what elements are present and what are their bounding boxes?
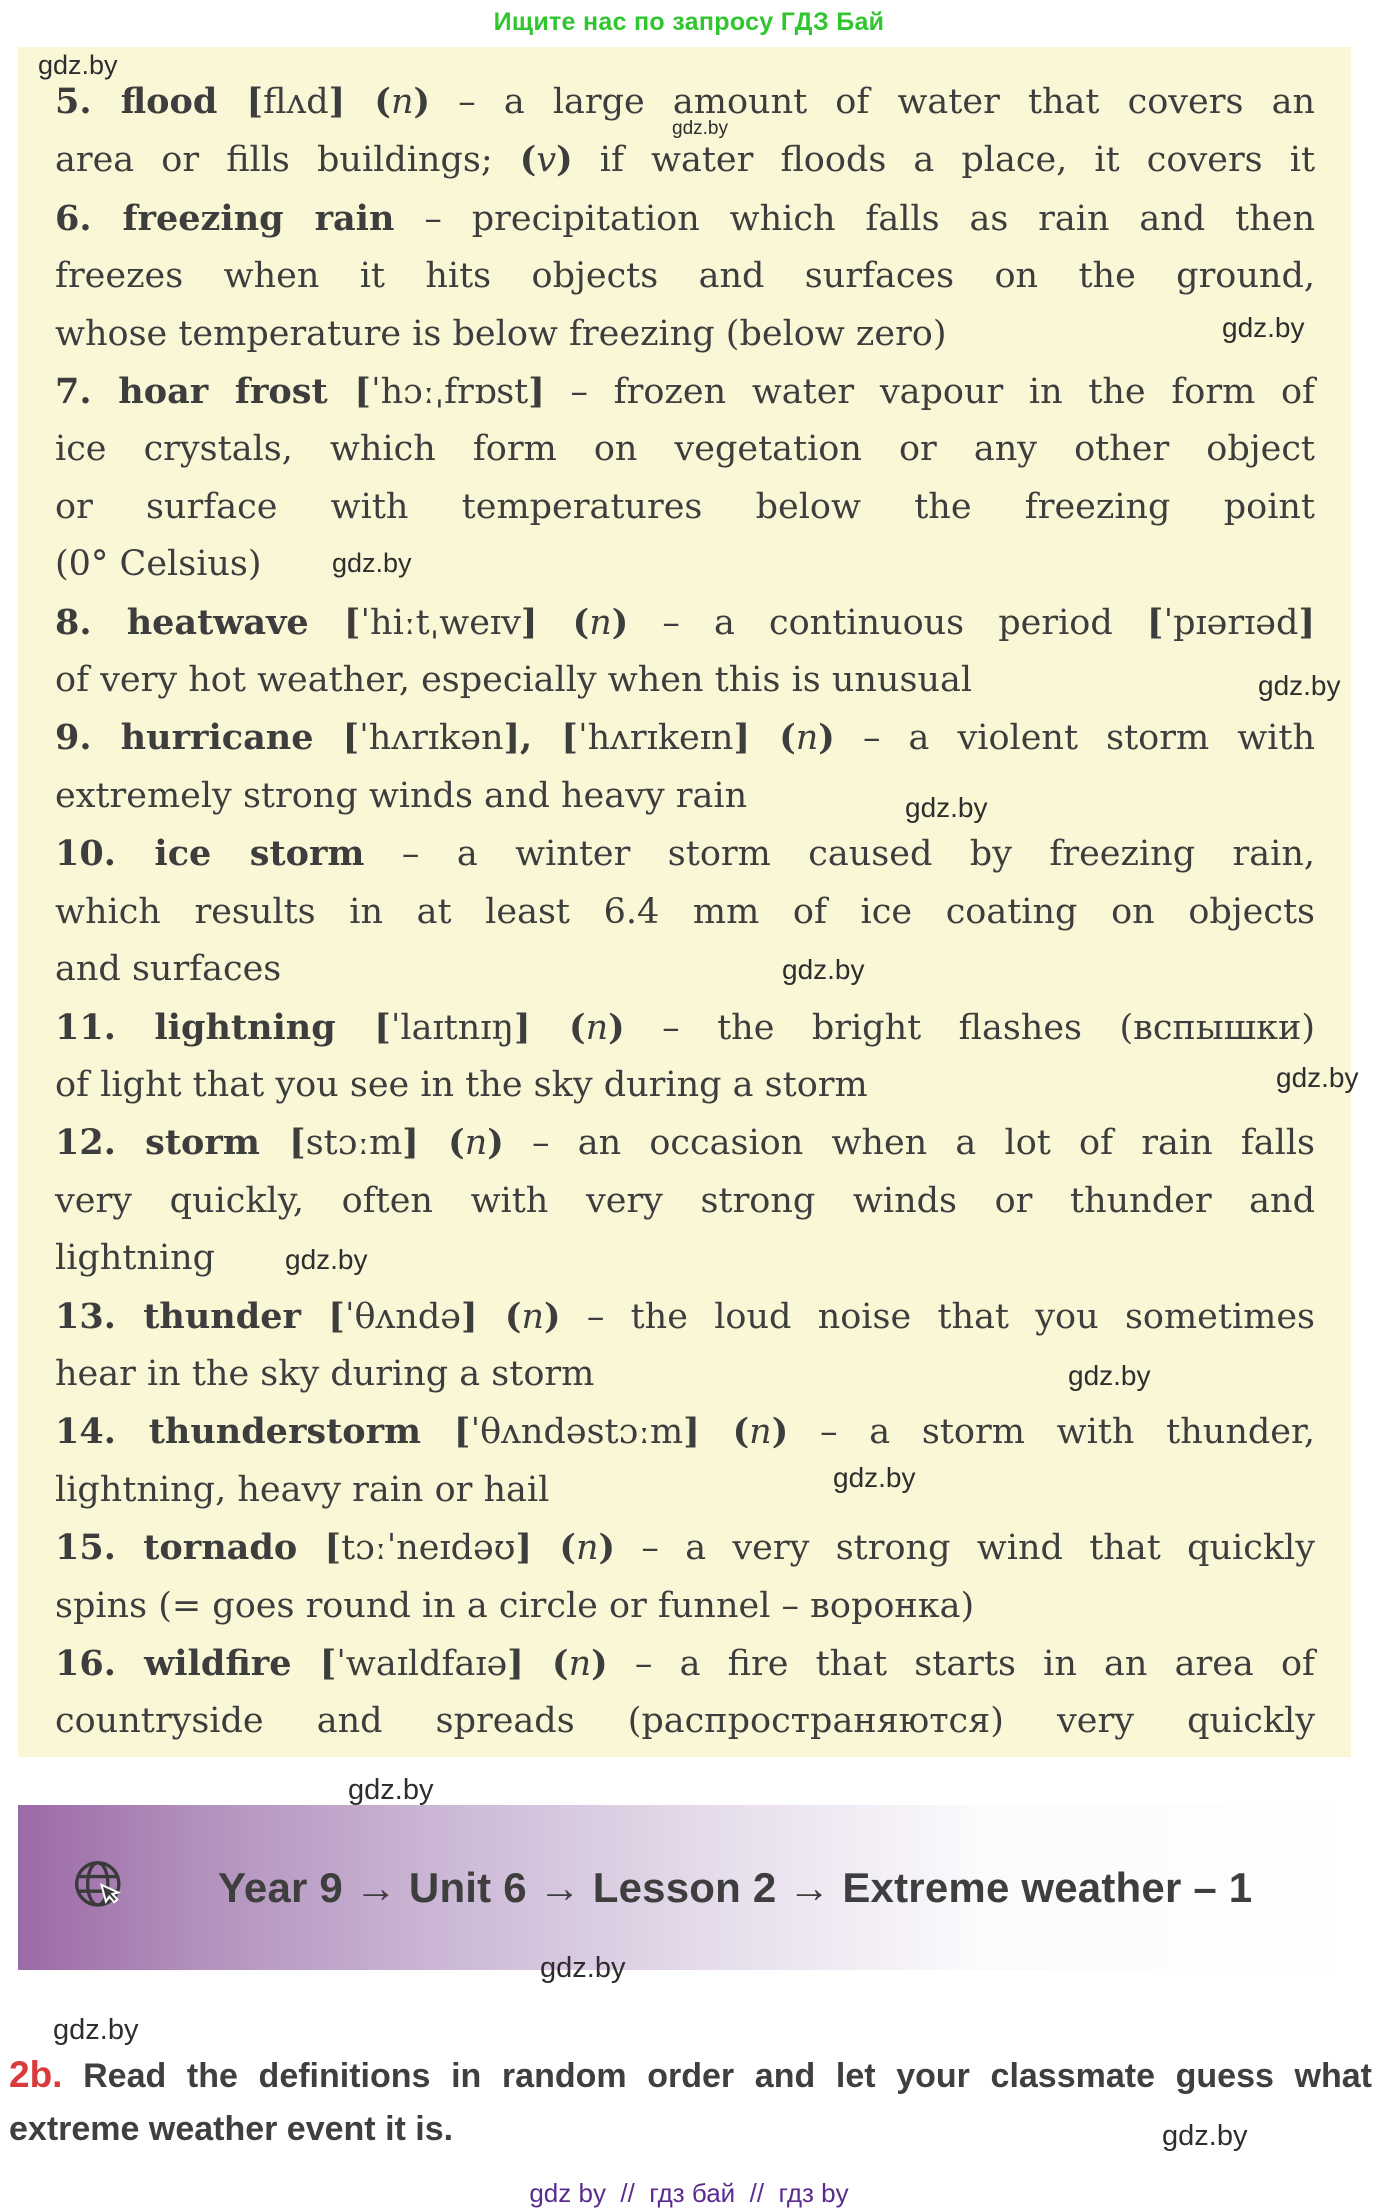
definition-line: which results in at least 6.4 mm of ice coating on objects [55, 891, 1315, 932]
gdz-watermark: gdz.by [332, 548, 412, 578]
definitions-list [55, 73, 1315, 1751]
definition-line: 14. thunderstorm [ˈθʌndəstɔːm] (n) – a storm with thunder, [55, 1411, 1315, 1453]
definition-line: lightning [55, 1238, 216, 1279]
task-number: 2b. [9, 2054, 63, 2095]
definition-line: lightning, heavy rain or hail [55, 1469, 550, 1510]
definitions-sheet [18, 47, 1351, 1757]
gdz-watermark: gdz.by [1222, 312, 1305, 343]
definition-line: 16. wildfire [ˈwaɪldfaɪə] (n) – a fire that starts in an area of [55, 1642, 1315, 1684]
gdz-watermark: gdz.by [540, 1952, 626, 1984]
top-search-hint: Ищите нас по запросу ГДЗ Бай [493, 8, 885, 36]
lesson-banner [18, 1805, 1351, 1970]
definition-line: whose temperature is below freezing (below zero) [55, 313, 947, 354]
task-text: Read the definitions in random order and let your classmate guess what extreme weather event it is. [9, 2057, 1372, 2148]
gdz-watermark: gdz.by [782, 954, 865, 985]
definition-line: (0° Celsius) [55, 544, 262, 585]
gdz-watermark: gdz.by [1162, 2120, 1248, 2152]
definition-line: 10. ice storm – a winter storm caused by freezing rain, [55, 833, 1316, 875]
footer-keywords: gdz by // гдз бай // гдз by [529, 2178, 849, 2208]
definition-line: 8. heatwave [ˈhiːtˌweɪv] (n) – a continuous period [ˈpɪərɪəd] [55, 601, 1315, 643]
definition-line: or surface with temperatures below the freezing point [55, 486, 1315, 527]
definition-line: extremely strong winds and heavy rain [55, 775, 748, 816]
gdz-watermark: gdz.by [1258, 670, 1341, 701]
globe-cursor-icon [73, 1859, 128, 1917]
breadcrumb: Year 9 → Unit 6 → Lesson 2 → Extreme weather – 1 [218, 1863, 1253, 1911]
gdz-watermark: gdz.by [672, 118, 728, 139]
definition-line: very quickly, often with very strong winds or thunder and [55, 1180, 1315, 1221]
definition-line: 6. freezing rain – precipitation which falls as rain and then [55, 197, 1315, 239]
gdz-watermark: gdz.by [1068, 1360, 1151, 1391]
definition-line: spins (= goes round in a circle or funnel – воронка) [55, 1585, 975, 1626]
definition-line: 11. lightning [ˈlaɪtnɪŋ] (n) – the bright flashes (вспышки) [55, 1006, 1315, 1048]
definition-line: of light that you see in the sky during a storm [55, 1064, 868, 1105]
definition-line: hear in the sky during a storm [55, 1353, 595, 1394]
definition-line: 13. thunder [ˈθʌndə] (n) – the loud noise that you sometimes [55, 1295, 1316, 1337]
gdz-watermark: gdz.by [285, 1244, 368, 1275]
definition-line: 12. storm [stɔːm] (n) – an occasion when a lot of rain falls [55, 1122, 1315, 1164]
definition-line: countryside and spreads (распространяются) very quickly [55, 1701, 1315, 1742]
definition-line: of very hot weather, especially when this is unusual [55, 660, 973, 701]
definition-line: freezes when it hits objects and surfaces on the ground, [55, 256, 1315, 297]
definition-line: 5. flood [flʌd] (n) – a large amount of water that covers an [55, 81, 1316, 122]
gdz-watermark: gdz.by [1276, 1062, 1359, 1093]
definition-line: 7. hoar frost [ˈhɔːˌfrɒst] – frozen water vapour in the form of [55, 371, 1315, 413]
definition-line: ice crystals, which form on vegetation or any other object [55, 429, 1315, 470]
definition-line: area or fills buildings; (v) if water floods a place, it covers it [55, 139, 1316, 181]
definition-line: 15. tornado [tɔːˈneɪdəʊ] (n) – a very strong wind that quickly [55, 1527, 1315, 1569]
gdz-watermark: gdz.by [833, 1462, 916, 1493]
gdz-watermark: gdz.by [53, 2014, 139, 2046]
definition-line: 9. hurricane [ˈhʌrɪkən], [ˈhʌrɪkeɪn] (n) – a violent storm with [55, 717, 1315, 759]
gdz-watermark: gdz.by [348, 1774, 434, 1806]
definition-line: and surfaces [55, 949, 282, 990]
gdz-watermark: gdz.by [38, 50, 118, 80]
gdz-watermark: gdz.by [905, 792, 988, 823]
